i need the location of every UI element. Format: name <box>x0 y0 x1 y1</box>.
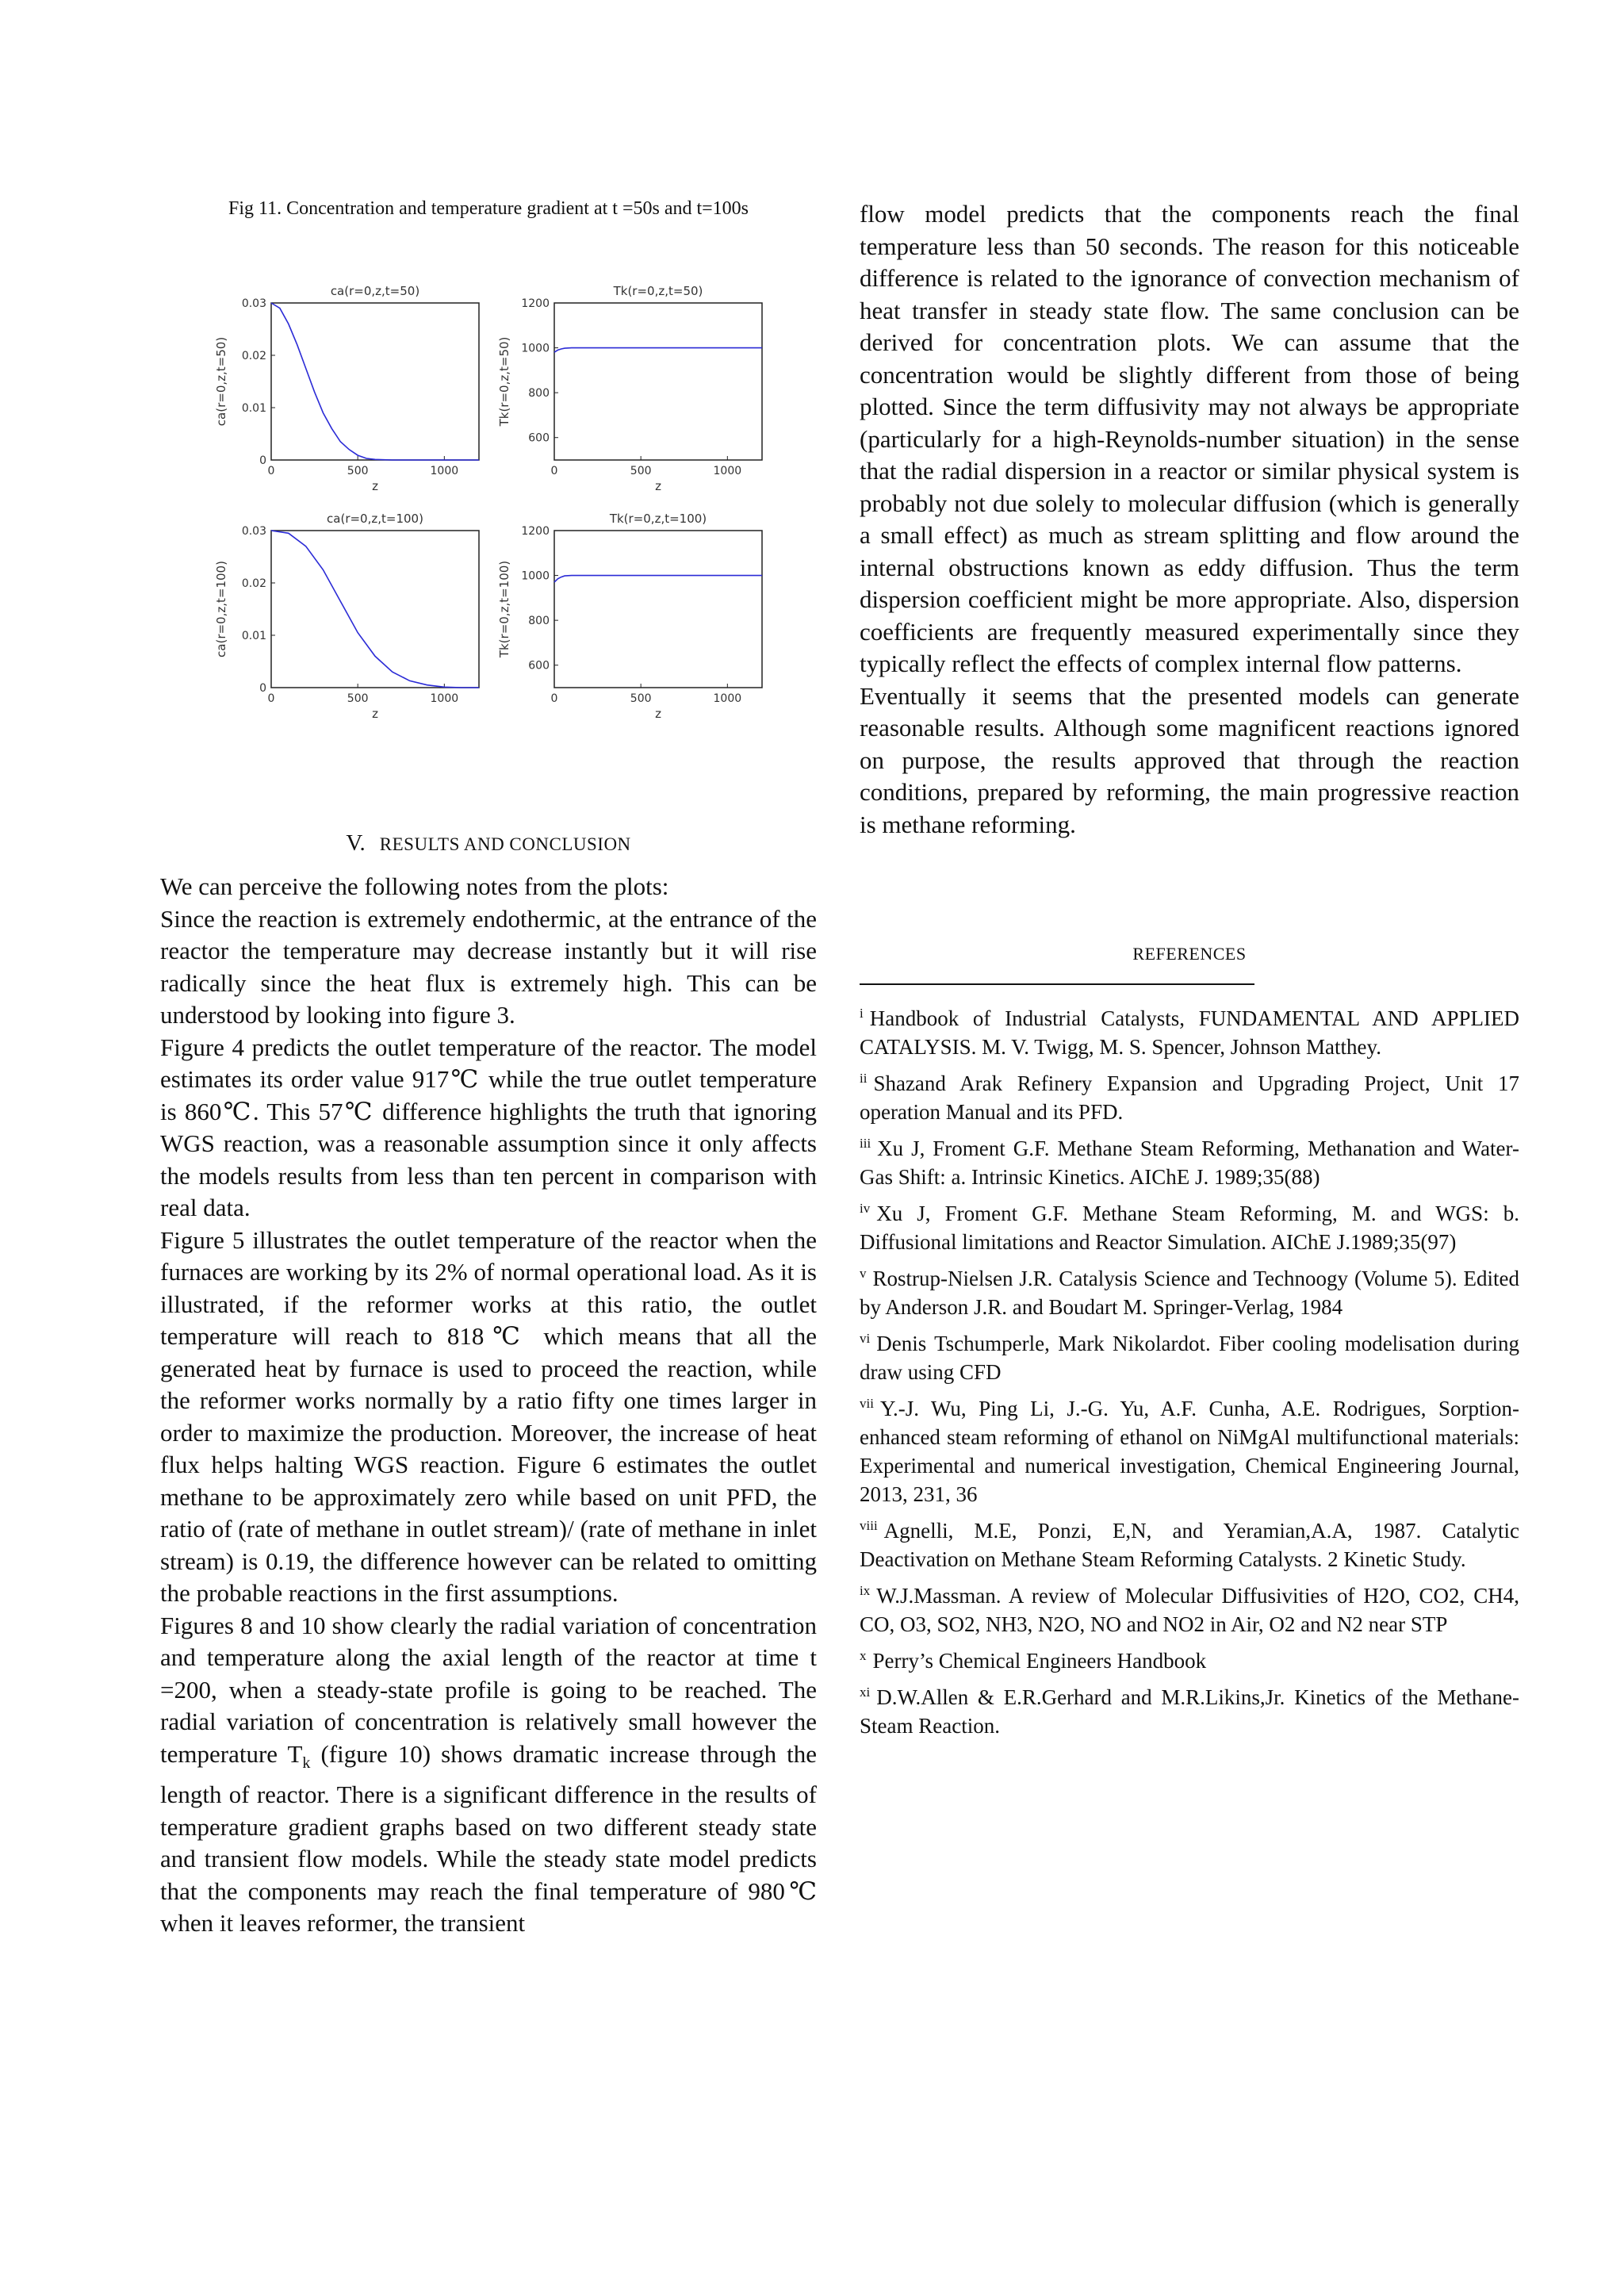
reference-mark: x <box>860 1648 867 1663</box>
paragraph-transient: flow model predicts that the components reach the final temperature less than 50 seconds. The reason for this noticeable difference is related to the ignorance of convection mechanism of heat transfer in steady state flow. The same conclusion can be derived for concentration plots. We can assume that the concentration would be slightly different from those of being plotted. Since the term diffusivity may not always be appropriate (particularly for a high-Reynolds-number situation) in the sense that the radial dispersion in a reactor or similar physical system is probably not due solely to molecular diffusion (which is generally a small effect) as much as stream splitting and flow around the internal obstructions known as eddy diffusion. Thus the term dispersion coefficient might be more appropriate. Also, dispersion coefficients are frequently measured experimentally since they typically reflect the effects of complex internal flow patterns. <box>860 200 1519 677</box>
x-tick-label: 500 <box>630 692 652 705</box>
paragraph-endothermic: Since the reaction is extremely endothermic, at the entrance of the reactor the temperature may decrease instantly but it will rise radically since the heat flux is extremely high. This can be understood by looking into figure 3. <box>160 904 817 1029</box>
y-tick-label: 0.02 <box>241 350 266 362</box>
reference-mark: viii <box>860 1518 878 1533</box>
reference-text: W.J.Massman. A review of Molecular Diffusivities of H2O, CO2, CH4, CO, O3, SO2, NH3, N2O, NO and NO2 in Air, O2 and N2 near STP <box>860 1584 1519 1636</box>
x-tick-label: 1000 <box>430 692 459 705</box>
reference-mark: iv <box>860 1201 871 1216</box>
y-tick-label: 800 <box>528 615 550 628</box>
fig8-text-before: Figures 8 and 10 show clearly the radial variation of concentration and temperature along the axial length of the reactor at time t =200, when a steady-state profile is going to be reached. The radial variation of concentration is relatively small however the temperature T <box>160 1611 817 1768</box>
reference-item <box>860 999 1519 1061</box>
y-tick-label: 1200 <box>521 297 550 310</box>
x-tick-label: 0 <box>550 692 558 705</box>
plot-frame <box>271 531 479 688</box>
paragraph-figure8 <box>160 1610 817 1940</box>
references-heading <box>860 944 1519 964</box>
reference-mark: ix <box>860 1583 871 1598</box>
reference-list <box>860 999 1519 1740</box>
reference-item <box>860 1194 1519 1256</box>
paragraph-figure5: Figure 5 illustrates the outlet temperature of the reactor when the furnaces are working by its 2% of normal operational load. As it is illustrated, if the reformer works at this ratio, the outlet temperature will reach to 818℃ which means that all the generated heat by furnace is used to proceed the reaction, while the reformer works normally by a ratio fifty one times larger in order to maximize the production. Moreover, the increase of heat flux helps halting WGS reaction. Figure 6 estimates the outlet methane to be approximately zero while based on unit PFD, the ratio of (rate of methane in outlet stream)/ (rate of methane in inlet stream) is 0.19, the difference however can be related to omitting the probable reactions in the first assumptions. <box>160 1225 817 1607</box>
fig8-subscript: k <box>302 1754 311 1772</box>
reference-item <box>860 1259 1519 1321</box>
plot-frame <box>554 531 762 688</box>
y-axis-label: ca(r=0,z,t=100) <box>214 561 228 657</box>
reference-item <box>860 1389 1519 1508</box>
y-tick-label: 600 <box>528 431 550 445</box>
y-tick-label: 0.01 <box>241 630 266 642</box>
references-rule <box>860 983 1254 985</box>
section-number: V. <box>346 830 366 856</box>
x-axis-label: z <box>655 479 661 493</box>
reference-mark: iii <box>860 1136 871 1151</box>
y-axis-label: Tk(r=0,z,t=100) <box>497 560 511 658</box>
references-title: REFERENCES <box>1132 944 1247 964</box>
x-tick-label: 500 <box>630 465 652 477</box>
y-tick-label: 800 <box>528 387 550 401</box>
plot-frame <box>554 303 762 460</box>
y-tick-label: 600 <box>528 659 550 673</box>
y-tick-label: 0 <box>259 682 266 695</box>
paragraph-intro: We can perceive the following notes from the plots: <box>160 872 669 900</box>
y-tick-label: 0.02 <box>241 577 266 590</box>
reference-item <box>860 1324 1519 1386</box>
plot-frame <box>271 303 479 460</box>
reference-text: Rostrup-Nielsen J.R. Catalysis Science and Technoogy (Volume 5). Edited by Anderson J.R. and Boudart M. Springer-Verlag, 1984 <box>860 1267 1519 1319</box>
x-tick-label: 1000 <box>430 465 459 477</box>
y-tick-label: 0.03 <box>241 525 266 538</box>
right-column <box>860 198 1519 1743</box>
figure-caption: Fig 11. Concentration and temperature gradient at t =50s and t=100s <box>228 198 749 219</box>
x-tick-label: 0 <box>267 465 275 477</box>
reference-text: Denis Tschumperle, Mark Nikolardot. Fiber cooling modelisation during draw using CFD <box>860 1332 1519 1384</box>
reference-mark: i <box>860 1006 864 1021</box>
reference-text: Agnelli, M.E, Ponzi, E,N, and Yeramian,A.A, 1987. Catalytic Deactivation on Methane Steam Reforming Catalysts. 2 Kinetic Study. <box>860 1519 1519 1571</box>
x-axis-label: z <box>372 707 378 721</box>
y-tick-label: 1000 <box>521 569 550 583</box>
x-tick-label: 1000 <box>713 465 742 477</box>
reference-mark: v <box>860 1266 867 1281</box>
reference-item <box>860 1642 1519 1675</box>
x-tick-label: 0 <box>550 465 558 477</box>
figure-11 <box>160 228 817 775</box>
y-tick-label: 0 <box>259 454 266 467</box>
x-tick-label: 0 <box>267 692 275 705</box>
reference-text: Y.-J. Wu, Ping Li, J.-G. Yu, A.F. Cunha, A.E. Rodrigues, Sorption-enhanced steam reforming of ethanol on NiMgAl multifunctional materials: Experimental and numerical investigation, Chemical Engineering Journal, 2013, 231, 36 <box>860 1397 1519 1506</box>
reference-mark: ii <box>860 1071 868 1086</box>
reference-text: D.W.Allen & E.R.Gerhard and M.R.Likins,Jr. Kinetics of the Methane-Steam Reaction. <box>860 1685 1519 1738</box>
reference-mark: vii <box>860 1396 874 1411</box>
reference-text: Perry’s Chemical Engineers Handbook <box>872 1649 1207 1673</box>
plot-title: ca(r=0,z,t=100) <box>327 512 423 526</box>
reference-item <box>860 1577 1519 1639</box>
y-axis-label: Tk(r=0,z,t=50) <box>497 336 511 427</box>
y-tick-label: 1000 <box>521 342 550 355</box>
x-tick-label: 1000 <box>713 692 742 705</box>
reference-mark: vi <box>860 1331 871 1346</box>
reference-text: Xu J, Froment G.F. Methane Steam Reforming, M. and WGS: b. Diffusional limitations and Reactor Simulation. AIChE J.1989;35(97) <box>860 1202 1519 1254</box>
reference-text: Shazand Arak Refinery Expansion and Upgrading Project, Unit 17 operation Manual and its PFD. <box>860 1071 1519 1124</box>
paragraph-figure4: Figure 4 predicts the outlet temperature of the reactor. The model estimates its order value 917℃ while the true outlet temperature is 860℃. This 57℃ difference highlights the truth that ignoring WGS reaction, was a reasonable assumption since it only affects the models results from less than ten percent in comparison with real data. <box>160 1033 817 1221</box>
section-title: RESULTS AND CONCLUSION <box>379 834 631 854</box>
x-tick-label: 500 <box>347 692 369 705</box>
y-tick-label: 0.01 <box>241 402 266 415</box>
plot-title: ca(r=0,z,t=50) <box>330 284 420 298</box>
x-axis-label: z <box>655 707 661 721</box>
y-axis-label: ca(r=0,z,t=50) <box>214 336 228 427</box>
plot-title: Tk(r=0,z,t=100) <box>609 512 707 526</box>
reference-mark: xi <box>860 1685 871 1700</box>
section-heading <box>160 830 817 857</box>
fig8-text-after: (figure 10) shows dramatic increase through the length of reactor. There is a significant difference in the results of temperature gradient graphs based on two different steady state and transient flow models. While the steady state model predicts that the components may reach the final temperature of 980℃ when it leaves reformer, the transient <box>160 1739 817 1938</box>
x-axis-label: z <box>372 479 378 493</box>
y-tick-label: 1200 <box>521 525 550 538</box>
reference-text: Handbook of Industrial Catalysts, FUNDAMENTAL AND APPLIED CATALYSIS. M. V. Twigg, M. S. Spencer, Johnson Matthey. <box>860 1006 1519 1059</box>
reference-item <box>860 1512 1519 1573</box>
reference-item <box>860 1129 1519 1191</box>
plot-title: Tk(r=0,z,t=50) <box>613 284 703 298</box>
x-tick-label: 500 <box>347 465 369 477</box>
reference-item <box>860 1064 1519 1126</box>
reference-text: Xu J, Froment G.F. Methane Steam Reforming, Methanation and Water-Gas Shift: a. Intrinsic Kinetics. AIChE J. 1989;35(88) <box>860 1137 1519 1189</box>
left-column <box>160 198 817 1940</box>
paragraph-conclusion: Eventually it seems that the presented models can generate reasonable results. Although some magnificent reactions ignored on purpose, the results approved that through the reaction conditions, prepared by reforming, the main progressive reaction is methane reforming. <box>860 681 1519 838</box>
figure-11-plots <box>160 228 817 735</box>
reference-item <box>860 1678 1519 1740</box>
y-tick-label: 0.03 <box>241 297 266 310</box>
